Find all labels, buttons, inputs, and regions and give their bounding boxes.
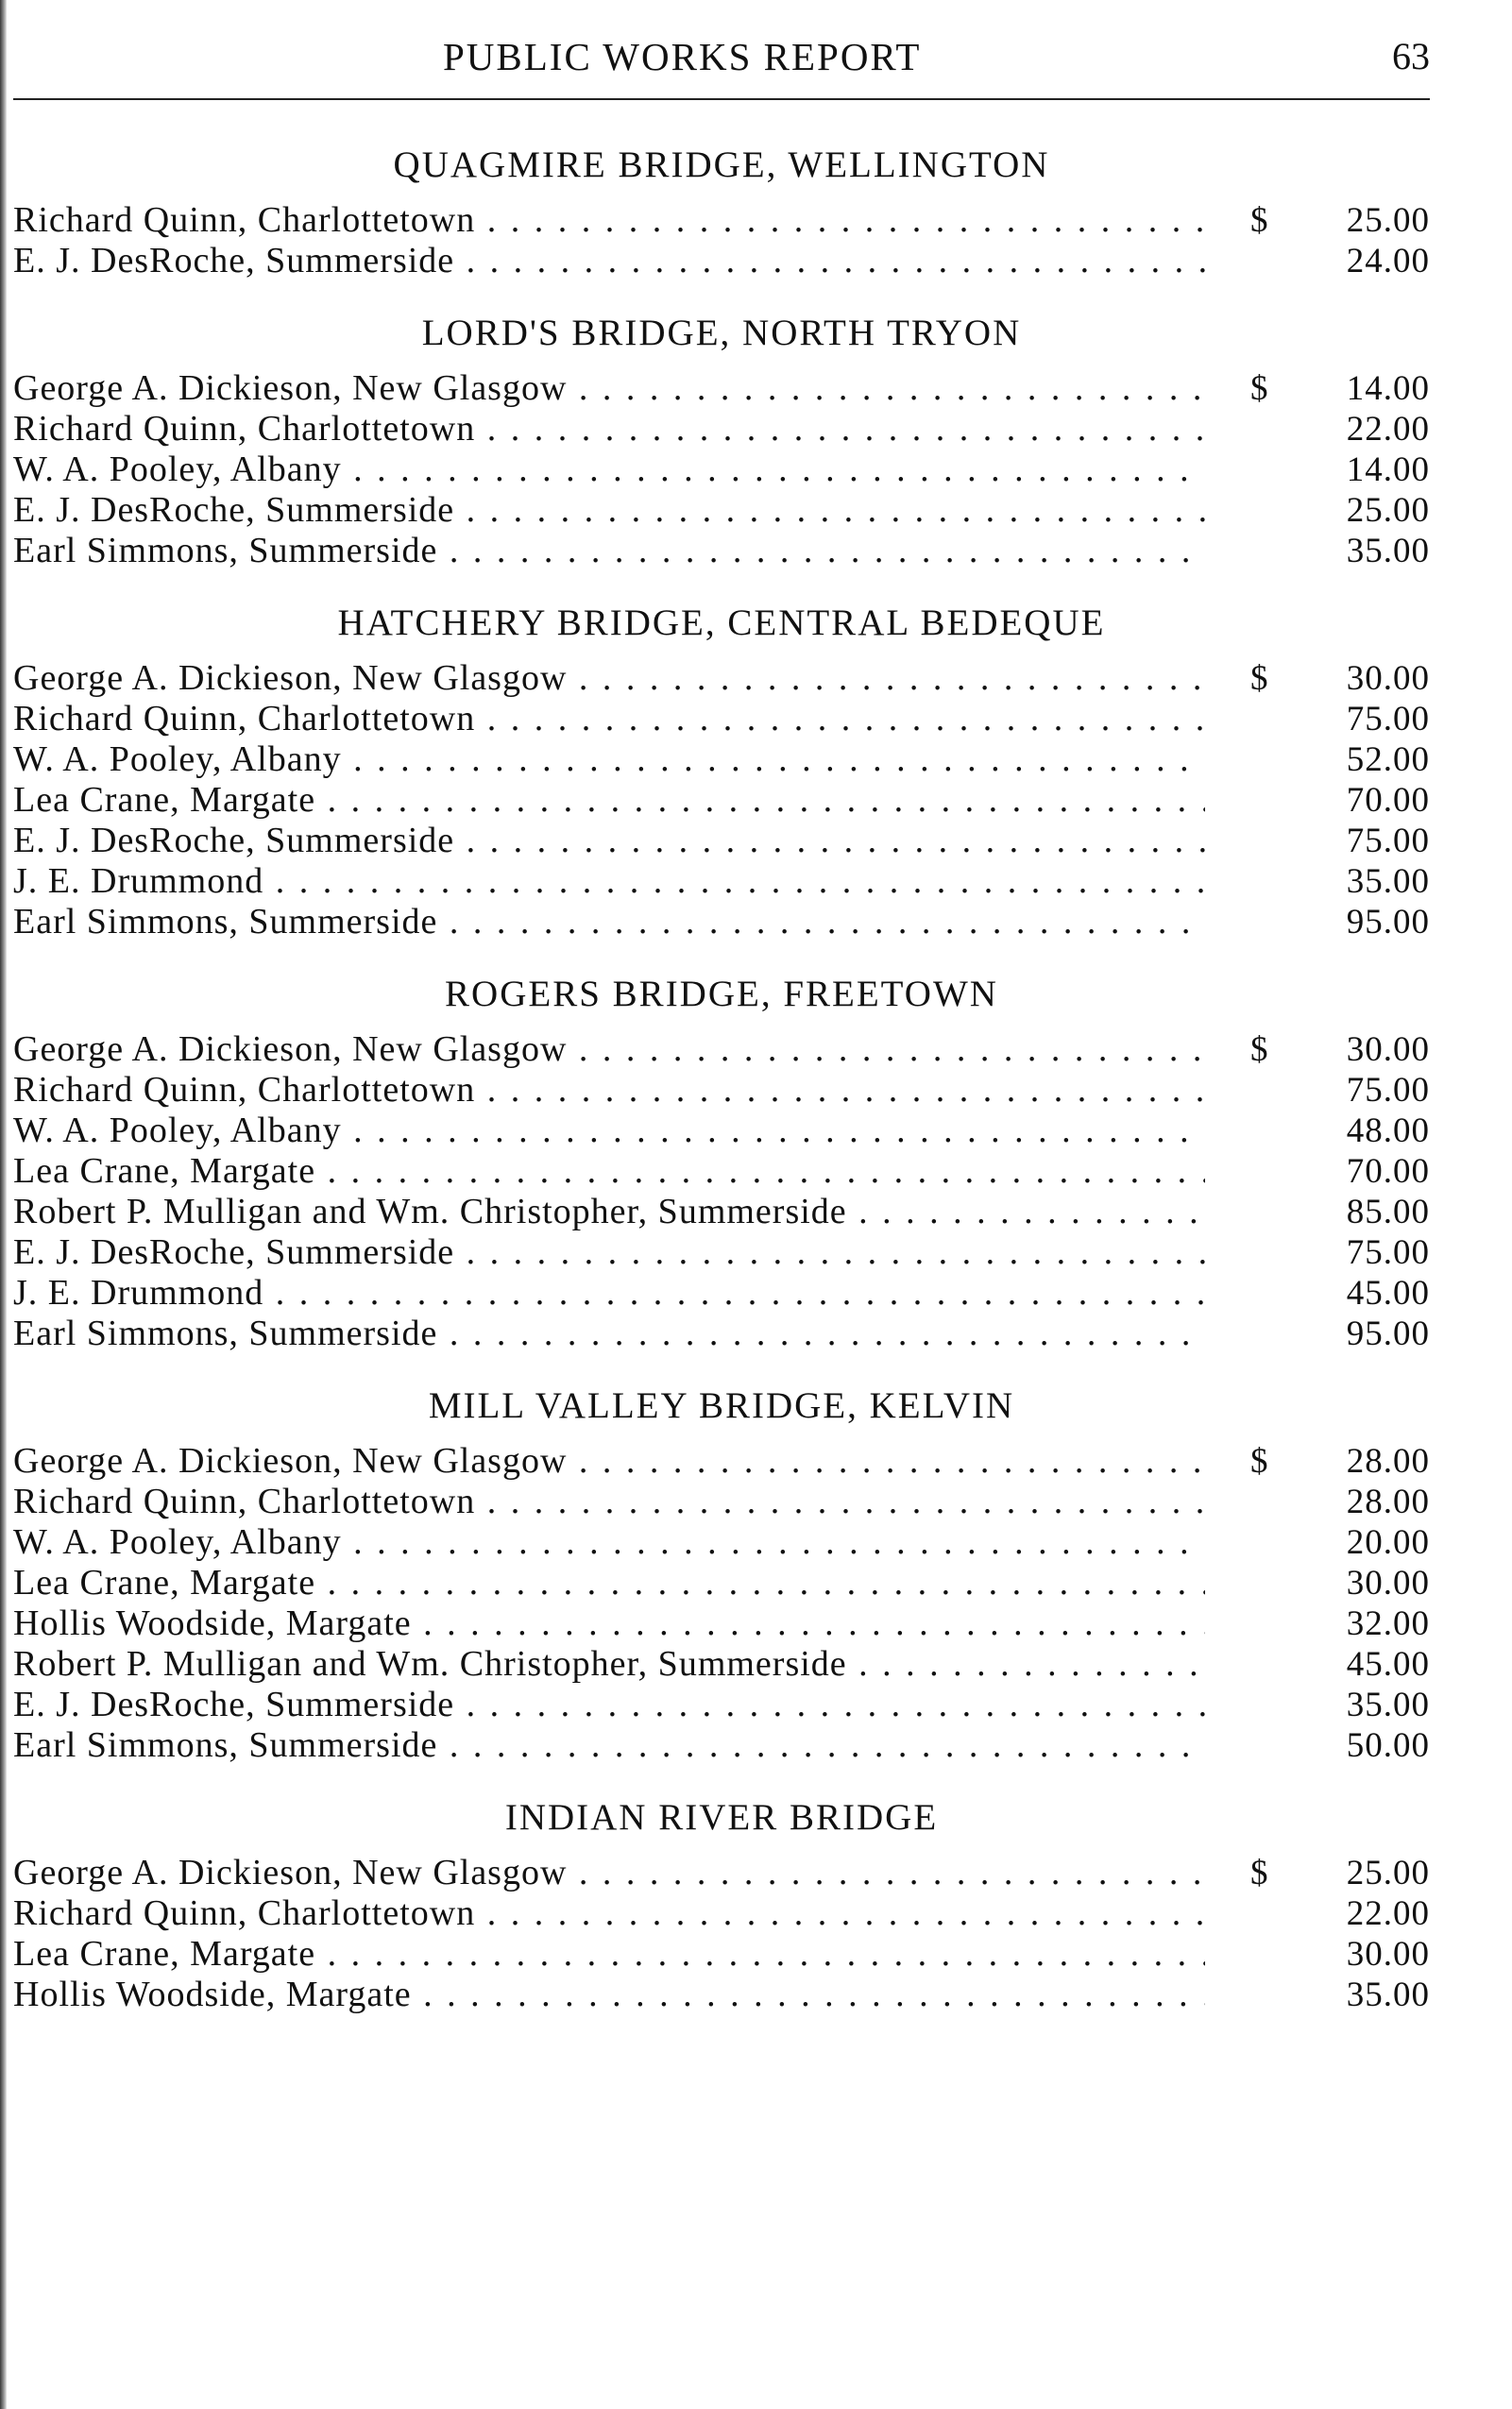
- tender-row: [13, 450, 1430, 490]
- tenderer-name: Richard Quinn, Charlottetown . . .: [13, 409, 1205, 450]
- bridge-section: [13, 136, 1430, 281]
- section-heading: LORD'S BRIDGE, NORTH TRYON: [421, 313, 1022, 353]
- header-rule: [13, 98, 1430, 100]
- tenderer-name: E. J. DesRoche, Summerside . . .: [13, 1685, 1205, 1725]
- tender-amount: 22.00: [1346, 1894, 1430, 1933]
- tender-amount: 14.00: [1346, 369, 1430, 408]
- tender-amount: 52.00: [1346, 740, 1430, 779]
- tender-amount: 75.00: [1346, 822, 1430, 860]
- tender-row: [13, 658, 1430, 699]
- tender-amount: 28.00: [1346, 1442, 1430, 1481]
- tenderer-name: W. A. Pooley, Albany . . .: [13, 1111, 1205, 1151]
- page-binding-edge: [0, 0, 7, 2409]
- dollar-sign: $: [1250, 1442, 1269, 1481]
- tender-amount: 22.00: [1346, 410, 1430, 449]
- tender-row: [13, 1563, 1430, 1603]
- tender-amount: 45.00: [1346, 1645, 1430, 1684]
- tender-amount: 35.00: [1346, 532, 1430, 570]
- bridge-section: [13, 304, 1430, 571]
- tender-amount: 75.00: [1346, 1233, 1430, 1272]
- tenderer-name: E. J. DesRoche, Summerside . . .: [13, 241, 1205, 281]
- tender-amount: 95.00: [1346, 1315, 1430, 1353]
- tenderer-name: W. A. Pooley, Albany . . .: [13, 739, 1205, 780]
- tender-row: [13, 490, 1430, 531]
- page-number: 63: [1392, 35, 1430, 77]
- tender-row: [13, 1111, 1430, 1151]
- tender-amount: 70.00: [1346, 781, 1430, 820]
- tender-row: [13, 1482, 1430, 1522]
- tenderer-name: W. A. Pooley, Albany . . .: [13, 450, 1205, 490]
- section-heading: QUAGMIRE BRIDGE, WELLINGTON: [393, 144, 1050, 185]
- tender-amount: 30.00: [1346, 1935, 1430, 1974]
- tender-row: [13, 1522, 1430, 1563]
- tender-amount: 35.00: [1346, 862, 1430, 901]
- tenderer-name: Earl Simmons, Summerside . . .: [13, 531, 1205, 571]
- running-title: PUBLIC WORKS REPORT: [443, 35, 922, 78]
- tenderer-name: Lea Crane, Margate . . .: [13, 1151, 1205, 1192]
- bridge-section: [13, 1377, 1430, 1766]
- tender-row: [13, 241, 1430, 281]
- tenderer-name: Lea Crane, Margate . . .: [13, 1563, 1205, 1603]
- dollar-sign: $: [1250, 201, 1269, 240]
- tender-row: [13, 902, 1430, 942]
- tender-row: [13, 1192, 1430, 1232]
- tender-row: [13, 1603, 1430, 1644]
- section-heading: ROGERS BRIDGE, FREETOWN: [445, 974, 998, 1014]
- tender-row: [13, 1893, 1430, 1934]
- tender-amount: 30.00: [1346, 659, 1430, 698]
- tender-amount: 75.00: [1346, 1071, 1430, 1110]
- tenderer-name: Hollis Woodside, Margate . . .: [13, 1603, 1205, 1644]
- tenderer-name: Richard Quinn, Charlottetown . . .: [13, 200, 1205, 241]
- tenderer-name: Robert P. Mulligan and Wm. Christopher, Summerside . . .: [13, 1192, 1205, 1232]
- tenderer-name: Hollis Woodside, Margate . . .: [13, 1975, 1205, 2015]
- tender-row: [13, 1029, 1430, 1070]
- tenderer-name: Robert P. Mulligan and Wm. Christopher, Summerside . . .: [13, 1644, 1205, 1685]
- tender-amount: 50.00: [1346, 1726, 1430, 1765]
- tenderer-name: George A. Dickieson, New Glasgow . . .: [13, 1853, 1205, 1893]
- tender-amount: 32.00: [1346, 1604, 1430, 1643]
- tender-amount: 14.00: [1346, 450, 1430, 489]
- tender-amount: 85.00: [1346, 1193, 1430, 1231]
- tenderer-name: Lea Crane, Margate . . .: [13, 780, 1205, 821]
- tender-row: [13, 739, 1430, 780]
- bridge-section: [13, 965, 1430, 1354]
- tender-amount: 28.00: [1346, 1483, 1430, 1521]
- tender-row: [13, 699, 1430, 739]
- bridge-section: [13, 1789, 1430, 2015]
- tender-amount: 24.00: [1346, 242, 1430, 280]
- tender-amount: 35.00: [1346, 1686, 1430, 1724]
- tenderer-name: Richard Quinn, Charlottetown . . .: [13, 1893, 1205, 1934]
- tender-amount: 25.00: [1346, 1854, 1430, 1892]
- tenderer-name: George A. Dickieson, New Glasgow . . .: [13, 1441, 1205, 1482]
- tenderer-name: J. E. Drummond . . .: [13, 861, 1205, 902]
- dollar-sign: $: [1250, 1030, 1269, 1069]
- tender-row: [13, 1273, 1430, 1314]
- tenderer-name: Richard Quinn, Charlottetown . . .: [13, 699, 1205, 739]
- tender-amount: 30.00: [1346, 1564, 1430, 1603]
- section-heading: INDIAN RIVER BRIDGE: [504, 1797, 939, 1838]
- tenderer-name: Earl Simmons, Summerside . . .: [13, 902, 1205, 942]
- tender-amount: 48.00: [1346, 1111, 1430, 1150]
- dollar-sign: $: [1250, 1854, 1269, 1892]
- dollar-sign: $: [1250, 369, 1269, 408]
- tender-listing: [13, 106, 1430, 2015]
- tender-row: [13, 1853, 1430, 1893]
- tender-row: [13, 861, 1430, 902]
- tender-row: [13, 1644, 1430, 1685]
- tender-amount: 95.00: [1346, 903, 1430, 942]
- bridge-section: [13, 594, 1430, 942]
- tenderer-name: E. J. DesRoche, Summerside . . .: [13, 1232, 1205, 1273]
- tenderer-name: Richard Quinn, Charlottetown . . .: [13, 1070, 1205, 1111]
- section-heading: HATCHERY BRIDGE, CENTRAL BEDEQUE: [337, 602, 1106, 643]
- tender-amount: 45.00: [1346, 1274, 1430, 1313]
- section-heading: MILL VALLEY BRIDGE, KELVIN: [428, 1385, 1015, 1426]
- tenderer-name: Richard Quinn, Charlottetown . . .: [13, 1482, 1205, 1522]
- tenderer-name: J. E. Drummond . . .: [13, 1273, 1205, 1314]
- tender-amount: 25.00: [1346, 491, 1430, 530]
- tender-row: [13, 1314, 1430, 1354]
- tender-row: [13, 1934, 1430, 1975]
- tenderer-name: George A. Dickieson, New Glasgow . . .: [13, 368, 1205, 409]
- tender-row: [13, 531, 1430, 571]
- tender-row: [13, 1232, 1430, 1273]
- tenderer-name: Earl Simmons, Summerside . . .: [13, 1725, 1205, 1766]
- tender-row: [13, 1151, 1430, 1192]
- tenderer-name: W. A. Pooley, Albany . . .: [13, 1522, 1205, 1563]
- tender-row: [13, 409, 1430, 450]
- tender-row: [13, 368, 1430, 409]
- tender-amount: 20.00: [1346, 1523, 1430, 1562]
- tenderer-name: Earl Simmons, Summerside . . .: [13, 1314, 1205, 1354]
- tenderer-name: Lea Crane, Margate . . .: [13, 1934, 1205, 1975]
- tender-row: [13, 1070, 1430, 1111]
- tenderer-name: E. J. DesRoche, Summerside . . .: [13, 821, 1205, 861]
- tender-row: [13, 1975, 1430, 2015]
- tender-row: [13, 1685, 1430, 1725]
- tenderer-name: George A. Dickieson, New Glasgow . . .: [13, 1029, 1205, 1070]
- tenderer-name: E. J. DesRoche, Summerside . . .: [13, 490, 1205, 531]
- page-header: [13, 28, 1430, 85]
- tender-amount: 25.00: [1346, 201, 1430, 240]
- tender-row: [13, 821, 1430, 861]
- tender-row: [13, 1441, 1430, 1482]
- tender-amount: 30.00: [1346, 1030, 1430, 1069]
- tender-row: [13, 200, 1430, 241]
- tender-amount: 35.00: [1346, 1976, 1430, 2014]
- tender-amount: 70.00: [1346, 1152, 1430, 1191]
- tenderer-name: George A. Dickieson, New Glasgow . . .: [13, 658, 1205, 699]
- tender-row: [13, 780, 1430, 821]
- tender-row: [13, 1725, 1430, 1766]
- tender-amount: 75.00: [1346, 700, 1430, 738]
- dollar-sign: $: [1250, 659, 1269, 698]
